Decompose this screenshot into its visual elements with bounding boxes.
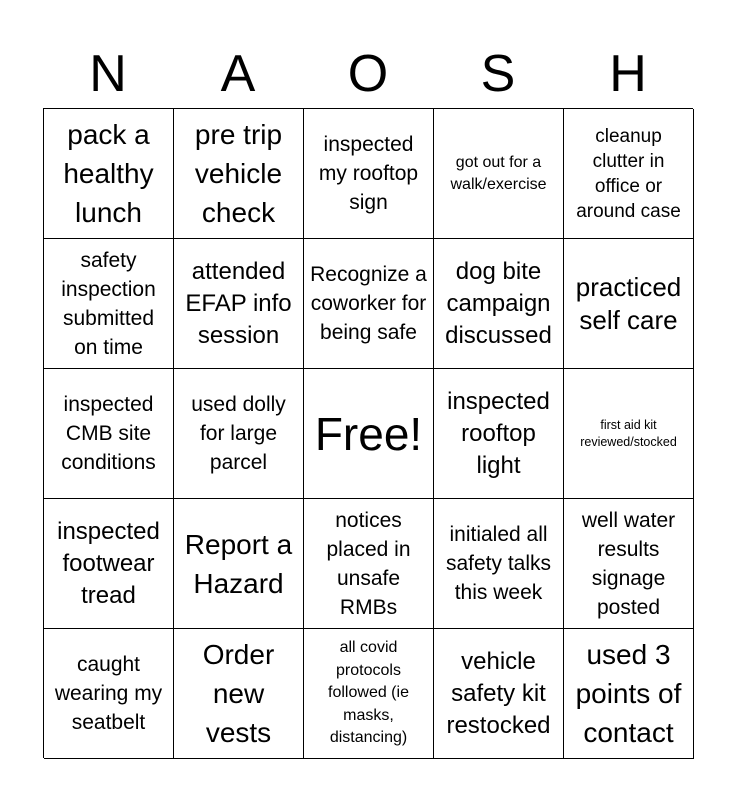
bingo-cell-text: Order new vests (202, 639, 275, 748)
bingo-cell-text: safety inspection submitted on time (61, 248, 156, 359)
bingo-cell-2-5 (564, 239, 694, 369)
free-space: Free! (314, 407, 423, 460)
bingo-cell-text: used dolly for large parcel (191, 393, 286, 474)
header-letter-h: H (609, 45, 647, 103)
bingo-cell-text: well water results signage posted (581, 508, 676, 619)
bingo-cell-text: Report a Hazard (184, 528, 293, 599)
header-letter-a: A (220, 45, 256, 103)
bingo-cell-text: inspected rooftop light (447, 387, 550, 479)
bingo-cell-text: pack a healthy lunch (63, 119, 154, 228)
bingo-cell-4-4 (434, 499, 564, 629)
bingo-cell-5-4 (434, 629, 564, 759)
bingo-cell-text: Recognize a coworker for being safe (310, 263, 427, 344)
bingo-cell-text: notices placed in unsafe RMBs (326, 508, 411, 619)
bingo-cell-text: initialed all safety talks this week (445, 523, 552, 604)
bingo-cell-3-3 (304, 369, 434, 499)
bingo-cell-1-3 (304, 109, 434, 239)
bingo-cell-5-2 (174, 629, 304, 759)
bingo-cell-text: attended EFAP info session (185, 257, 292, 349)
bingo-cell-text: all covid protocols followed (ie masks, distancing) (328, 639, 409, 747)
bingo-cell-3-1 (44, 369, 174, 499)
header-letter-s: S (480, 45, 516, 103)
bingo-cell-2-3 (304, 239, 434, 369)
header-letter-n: N (89, 45, 127, 103)
bingo-cell-5-1 (44, 629, 174, 759)
bingo-board (43, 108, 693, 758)
bingo-cell-4-5 (564, 499, 694, 629)
bingo-cell-5-5 (564, 629, 694, 759)
bingo-cell-text: inspected my rooftop sign (318, 133, 419, 214)
bingo-cell-1-1 (44, 109, 174, 239)
bingo-cell-4-2 (174, 499, 304, 629)
bingo-cell-1-5 (564, 109, 694, 239)
bingo-cell-1-2 (174, 109, 304, 239)
bingo-cell-text: practiced self care (575, 271, 682, 335)
bingo-cell-text: caught wearing my seatbelt (54, 653, 163, 734)
bingo-cell-text: inspected footwear tread (57, 517, 160, 609)
bingo-cell-2-2 (174, 239, 304, 369)
bingo-header (43, 40, 693, 108)
bingo-cell-3-5 (564, 369, 694, 499)
bingo-cell-text: used 3 points of contact (575, 639, 682, 748)
bingo-cell-text: inspected CMB site conditions (61, 393, 156, 474)
bingo-cell-text: got out for a walk/exercise (450, 153, 547, 193)
bingo-cell-2-4 (434, 239, 564, 369)
bingo-cell-text: first aid kit reviewed/stocked (580, 417, 677, 449)
bingo-cell-1-4 (434, 109, 564, 239)
bingo-cell-4-1 (44, 499, 174, 629)
bingo-cell-3-2 (174, 369, 304, 499)
bingo-cell-text: dog bite campaign discussed (445, 257, 552, 349)
bingo-cell-text: vehicle safety kit restocked (446, 647, 551, 739)
header-letter-o: O (347, 45, 389, 103)
bingo-cell-3-4 (434, 369, 564, 499)
bingo-cell-2-1 (44, 239, 174, 369)
bingo-cell-5-3 (304, 629, 434, 759)
bingo-cell-text: pre trip vehicle check (194, 119, 283, 228)
bingo-cell-4-3 (304, 499, 434, 629)
bingo-cell-text: cleanup clutter in office or around case (576, 125, 681, 222)
